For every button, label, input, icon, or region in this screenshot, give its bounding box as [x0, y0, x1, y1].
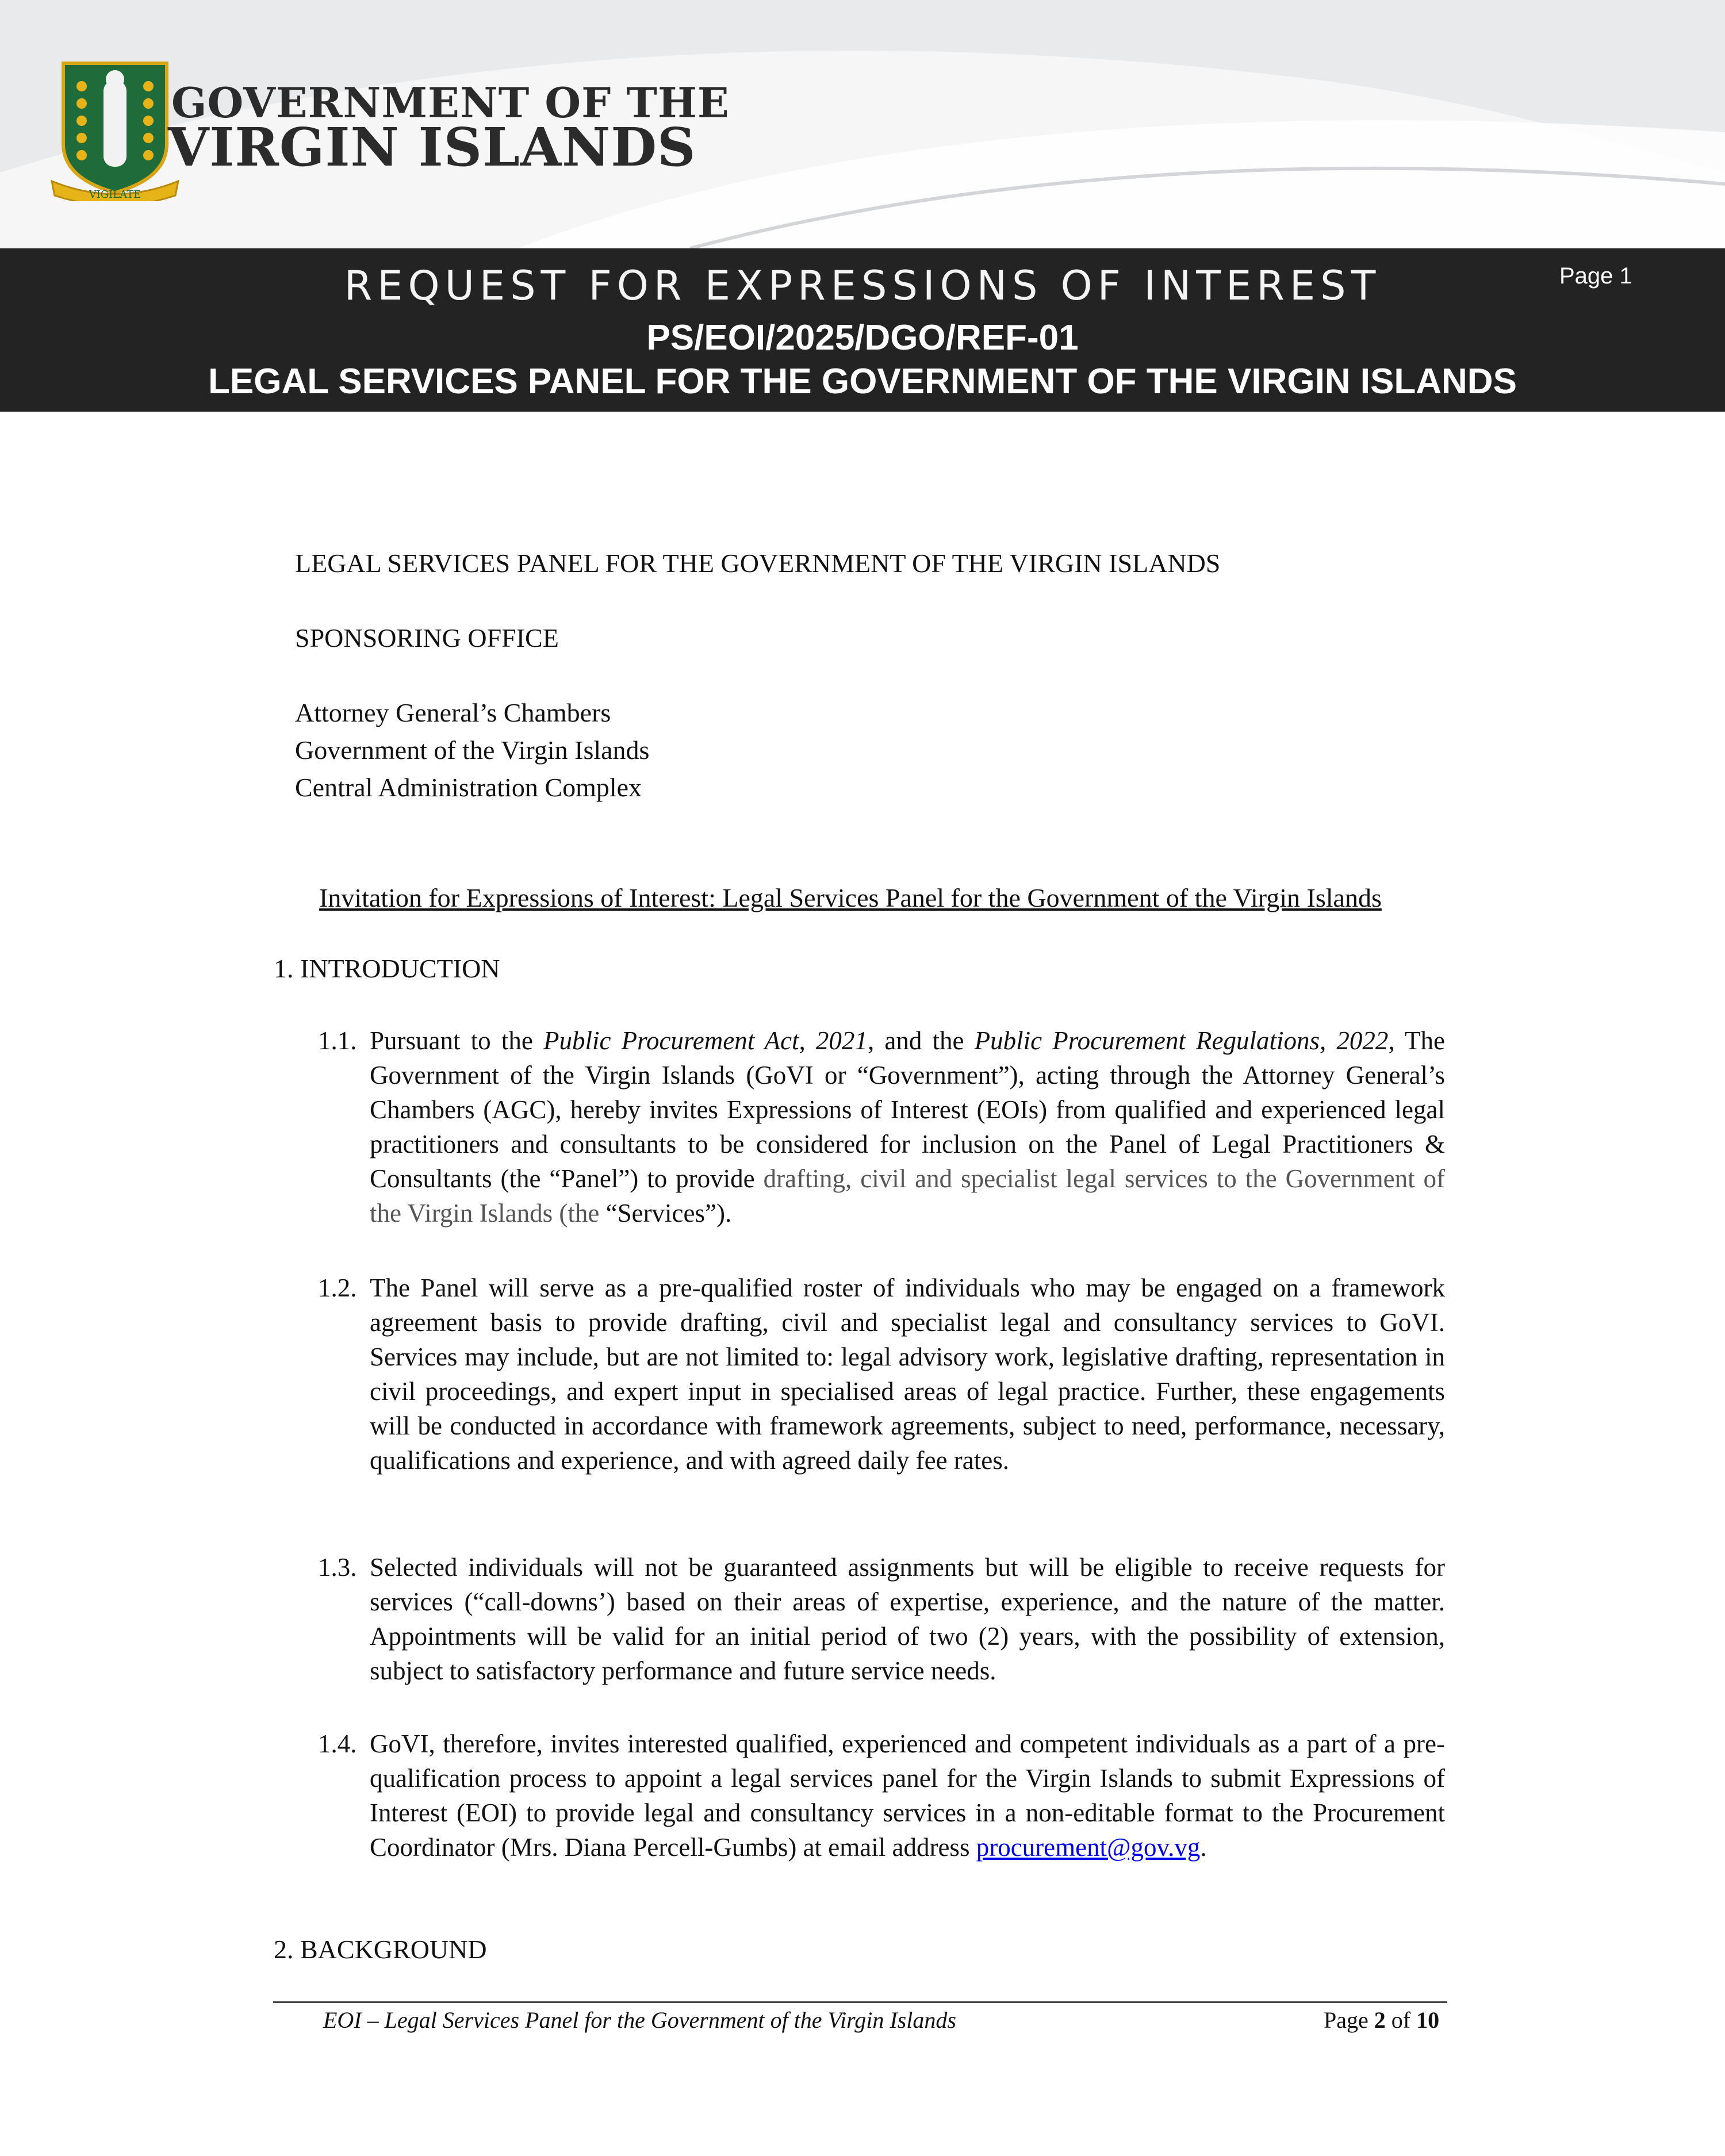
sponsor-heading: SPONSORING OFFICE	[295, 623, 559, 653]
footer-document-name: EOI – Legal Services Panel for the Government of the Virgin Islands	[323, 2007, 956, 2033]
paragraph-1-4: GoVI, therefore, invites interested qualified, experienced and competent individuals as a part of a pre-qualification process to appoint a legal services panel for the Virgin Islands to submit Expressions of Interest (EOI) to provide legal and consultancy services in a non-editable format to the Procurement Coordinator (Mrs. Diana Percell-Gumbs) at email address procurement@gov.vg.	[370, 1729, 1445, 1862]
reference-number: PS/EOI/2025/DGO/REF-01	[646, 318, 1079, 358]
paragraph-number: 1.4.	[318, 1729, 357, 1758]
band-page-label: Page 1	[1559, 263, 1632, 289]
government-logo	[46, 57, 730, 207]
title-band	[0, 248, 1725, 412]
paragraph-number: 1.2.	[318, 1273, 357, 1302]
address-line: Central Administration Complex	[295, 773, 642, 802]
email-link[interactable]: procurement@gov.vg	[976, 1833, 1201, 1862]
regulations-citation: Public Procurement Regulations, 2022	[974, 1026, 1389, 1055]
document-title: LEGAL SERVICES PANEL FOR THE GOVERNMENT OF THE VIRGIN ISLANDS	[295, 548, 1221, 578]
paragraph-1-2: The Panel will serve as a pre-qualified roster of individuals who may be engaged on a framework agreement basis to provide drafting, civil and specialist legal and consultancy services to GoVI. Services may include, but are not limited to: legal advisory work, legislative drafting, representation in civil proceedings, and expert input in specialised areas of legal practice. Further, these engagements will be conducted in accordance with framework agreements, subject to need, performance, necessary, qualifications and experience, and with agreed daily fee rates.	[370, 1273, 1445, 1475]
invitation-heading: Invitation for Expressions of Interest: Legal Services Panel for the Government of the Virgin Islands	[319, 883, 1382, 912]
footer-rule	[273, 2001, 1447, 2003]
section-heading-introduction: 1. INTRODUCTION	[274, 954, 500, 983]
procurement-contact: Procurement Coordinator (Mrs. Diana Percell-Gumbs) at email address	[370, 1798, 1445, 1862]
logo-text-line1: GOVERNMENT OF THE	[171, 78, 730, 127]
footer-page-number: Page 2 of 10	[1324, 2007, 1440, 2033]
crest-motto: VIGILATE	[89, 189, 141, 201]
paragraph-number: 1.1.	[318, 1026, 357, 1055]
address-line: Government of the Virgin Islands	[295, 735, 650, 765]
coat-of-arms-icon	[46, 57, 184, 201]
logo-text-line2: VIRGIN ISLANDS	[168, 116, 696, 178]
band-title: REQUEST FOR EXPRESSIONS OF INTEREST	[344, 262, 1381, 309]
section-heading-background: 2. BACKGROUND	[274, 1935, 487, 1964]
paragraph-1-3: Selected individuals will not be guaranteed assignments but will be eligible to receive requests for services (“call-downs’) based on their areas of expertise, experience, and the nature of the matter. Appointments will be valid for an initial period of two (2) years, with the possibility of extension, subject to satisfactory performance and future service needs.	[370, 1553, 1445, 1685]
paragraph-1-1: Pursuant to the Public Procurement Act, 2021, and the Public Procurement Regulations, 2022, The Government of the Virgin Islands (GoVI or “Government”), acting through the Attorney General’s Chambers (AGC), hereby invites Expressions of Interest (EOIs) from qualified and experienced legal practitioners and consultants to be considered for inclusion on the Panel of Legal Practitioners & Consultants (the “Panel”) to provide drafting, civil and specialist legal services to the Government of the Virgin Islands (the “Services”).	[370, 1026, 1446, 1227]
act-citation: Public Procurement Act, 2021	[543, 1026, 868, 1055]
address-line: Attorney General’s Chambers	[295, 698, 611, 727]
band-subtitle: LEGAL SERVICES PANEL FOR THE GOVERNMENT OF THE VIRGIN ISLANDS	[208, 362, 1517, 401]
paragraph-number: 1.3.	[318, 1553, 357, 1582]
